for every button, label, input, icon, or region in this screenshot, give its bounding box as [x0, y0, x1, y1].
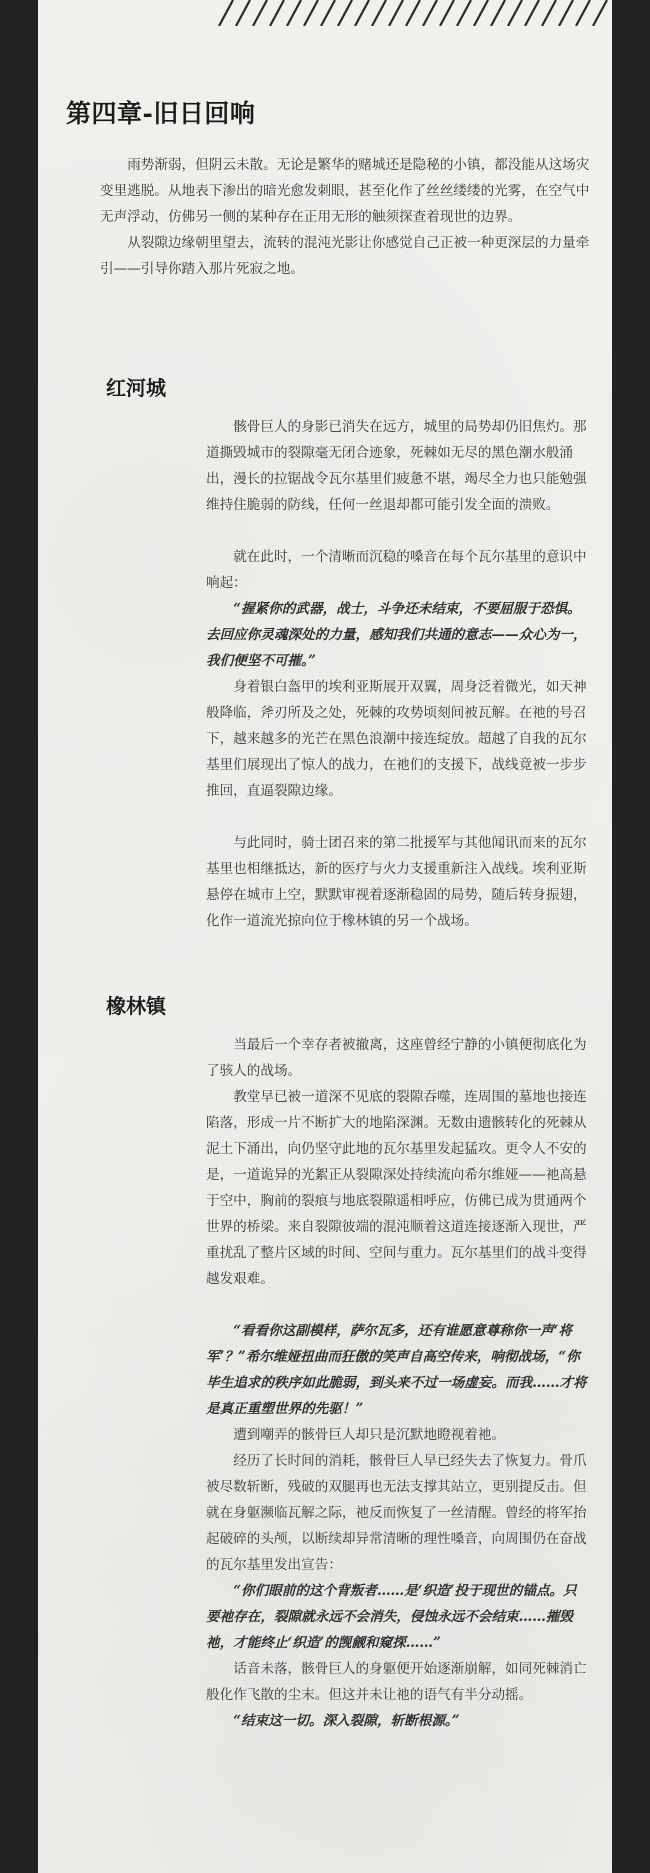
quote-paragraph: “看看你这副模样，萨尔瓦多，还有谁愿意尊称你一声‘将军’？”希尔维娅扭曲而狂傲的笑声自高空传来，响彻战场，“你毕生追求的秩序如此脆弱，到头来不过一场虚妄。而我……才将是真正重塑世界的先驱！”	[206, 1323, 587, 1417]
body-paragraph: 遭到嘲弄的骸骨巨人却只是沉默地瞪视着祂。	[233, 1427, 506, 1443]
paragraph-gap	[206, 518, 588, 544]
quote-paragraph: “你们眼前的这个背叛者……是‘织造’投于现世的锚点。只要祂存在，裂隙就永远不会消失，侵蚀永远不会结束……摧毁祂，才能终止‘织造’的觊觎和窥探……”	[206, 1583, 577, 1651]
chapter-intro	[100, 152, 592, 282]
body-paragraph: 教堂早已被一道深不见底的裂隙吞噬，连周围的墓地也接连陷落，形成一片不断扩大的地陷深渊。无数由遗骸转化的死棘从泥土下涌出，向仍坚守此地的瓦尔基里发起猛攻。更令人不安的是，一道诡异的光絮正从裂隙深处持续流向希尔维娅——祂高悬于空中，胸前的裂痕与地底裂隙遥相呼应，仿佛已成为贯通两个世界的桥梁。来自裂隙彼端的混沌顺着这道连接逐渐入现世，严重扰乱了整片区域的时间、空间与重力。瓦尔基里们的战斗变得越发艰难。	[206, 1089, 587, 1287]
body-paragraph: 与此同时，骑士团召来的第二批援军与其他闻讯而来的瓦尔基里也相继抵达，新的医疗与火力支援重新注入战线。埃利亚斯悬停在城市上空，默默审视着逐渐稳固的局势，随后转身振翅，化作一道流光掠向位于橡林镇的另一个战场。	[206, 835, 587, 929]
section-title-xianglinzhen: 橡林镇	[106, 994, 166, 1018]
body-paragraph: 身着银白盔甲的埃利亚斯展开双翼，周身泛着微光，如天神般降临，斧刃所及之处，死棘的攻势顷刻间被瓦解。在祂的号召下，越来越多的光芒在黑色浪潮中接连绽放。超越了自我的瓦尔基里们展现出了惊人的战力，在祂们的支援下，战线竟被一步步推回，直逼裂隙边缘。	[206, 679, 587, 799]
intro-paragraph: 从裂隙边缘朝里望去，流转的混沌光影让你感觉自己正被一种更深层的力量牵引——引导你踏入那片死寂之地。	[100, 235, 590, 277]
section-body-xianglinzhen	[206, 1032, 588, 1734]
intro-paragraph: 雨势渐弱，但阴云未散。无论是繁华的赌城还是隐秘的小镇，都没能从这场灾变里逃脱。从地表下渗出的暗光愈发刺眼，甚至化作了丝丝缕缕的光雾，在空气中无声浮动，仿佛另一侧的某种存在正用无形的触须探查着现世的边界。	[100, 157, 590, 225]
chapter-title: 第四章-旧日回响	[66, 99, 256, 128]
quote-paragraph: “结束这一切。深入裂隙，斩断根源。”	[233, 1713, 460, 1729]
body-paragraph: 骸骨巨人的身影已消失在远方，城里的局势却仍旧焦灼。那道撕毁城市的裂隙毫无闭合迹象，死棘如无尽的黑色潮水般涌出，漫长的拉锯战令瓦尔基里们疲惫不堪，竭尽全力也只能勉强维持住脆弱的防线，任何一丝退却都可能引发全面的溃败。	[206, 419, 587, 513]
header-hatch-decoration	[211, 0, 613, 26]
body-paragraph: 就在此时，一个清晰而沉稳的嗓音在每个瓦尔基里的意识中响起：	[206, 549, 587, 591]
quote-paragraph: “握紧你的武器，战士，斗争还未结束，不要屈服于恐惧。去回应你灵魂深处的力量，感知我们共通的意志——众心为一，我们便坚不可摧。”	[206, 601, 587, 669]
paragraph-gap	[206, 1292, 588, 1318]
document-page	[38, 0, 612, 1873]
paragraph-gap	[206, 804, 588, 830]
section-title-honghecheng: 红河城	[106, 376, 166, 400]
body-paragraph: 当最后一个幸存者被撤离，这座曾经宁静的小镇便彻底化为了骇人的战场。	[206, 1037, 587, 1079]
body-paragraph: 话音未落，骸骨巨人的身躯便开始逐渐崩解，如同死棘消亡般化作飞散的尘末。但这并未让祂的语气有半分动摇。	[206, 1661, 587, 1703]
section-body-honghecheng	[206, 414, 588, 934]
body-paragraph: 经历了长时间的消耗，骸骨巨人早已经失去了恢复力。骨爪被尽数斩断，残破的双腿再也无法支撑其站立，更别提反击。但就在身躯濒临瓦解之际，祂反而恢复了一丝清醒。曾经的将军抬起破碎的头颅，以断续却异常清晰的理性嗓音，向周围仍在奋战的瓦尔基里发出宣告：	[206, 1453, 587, 1573]
